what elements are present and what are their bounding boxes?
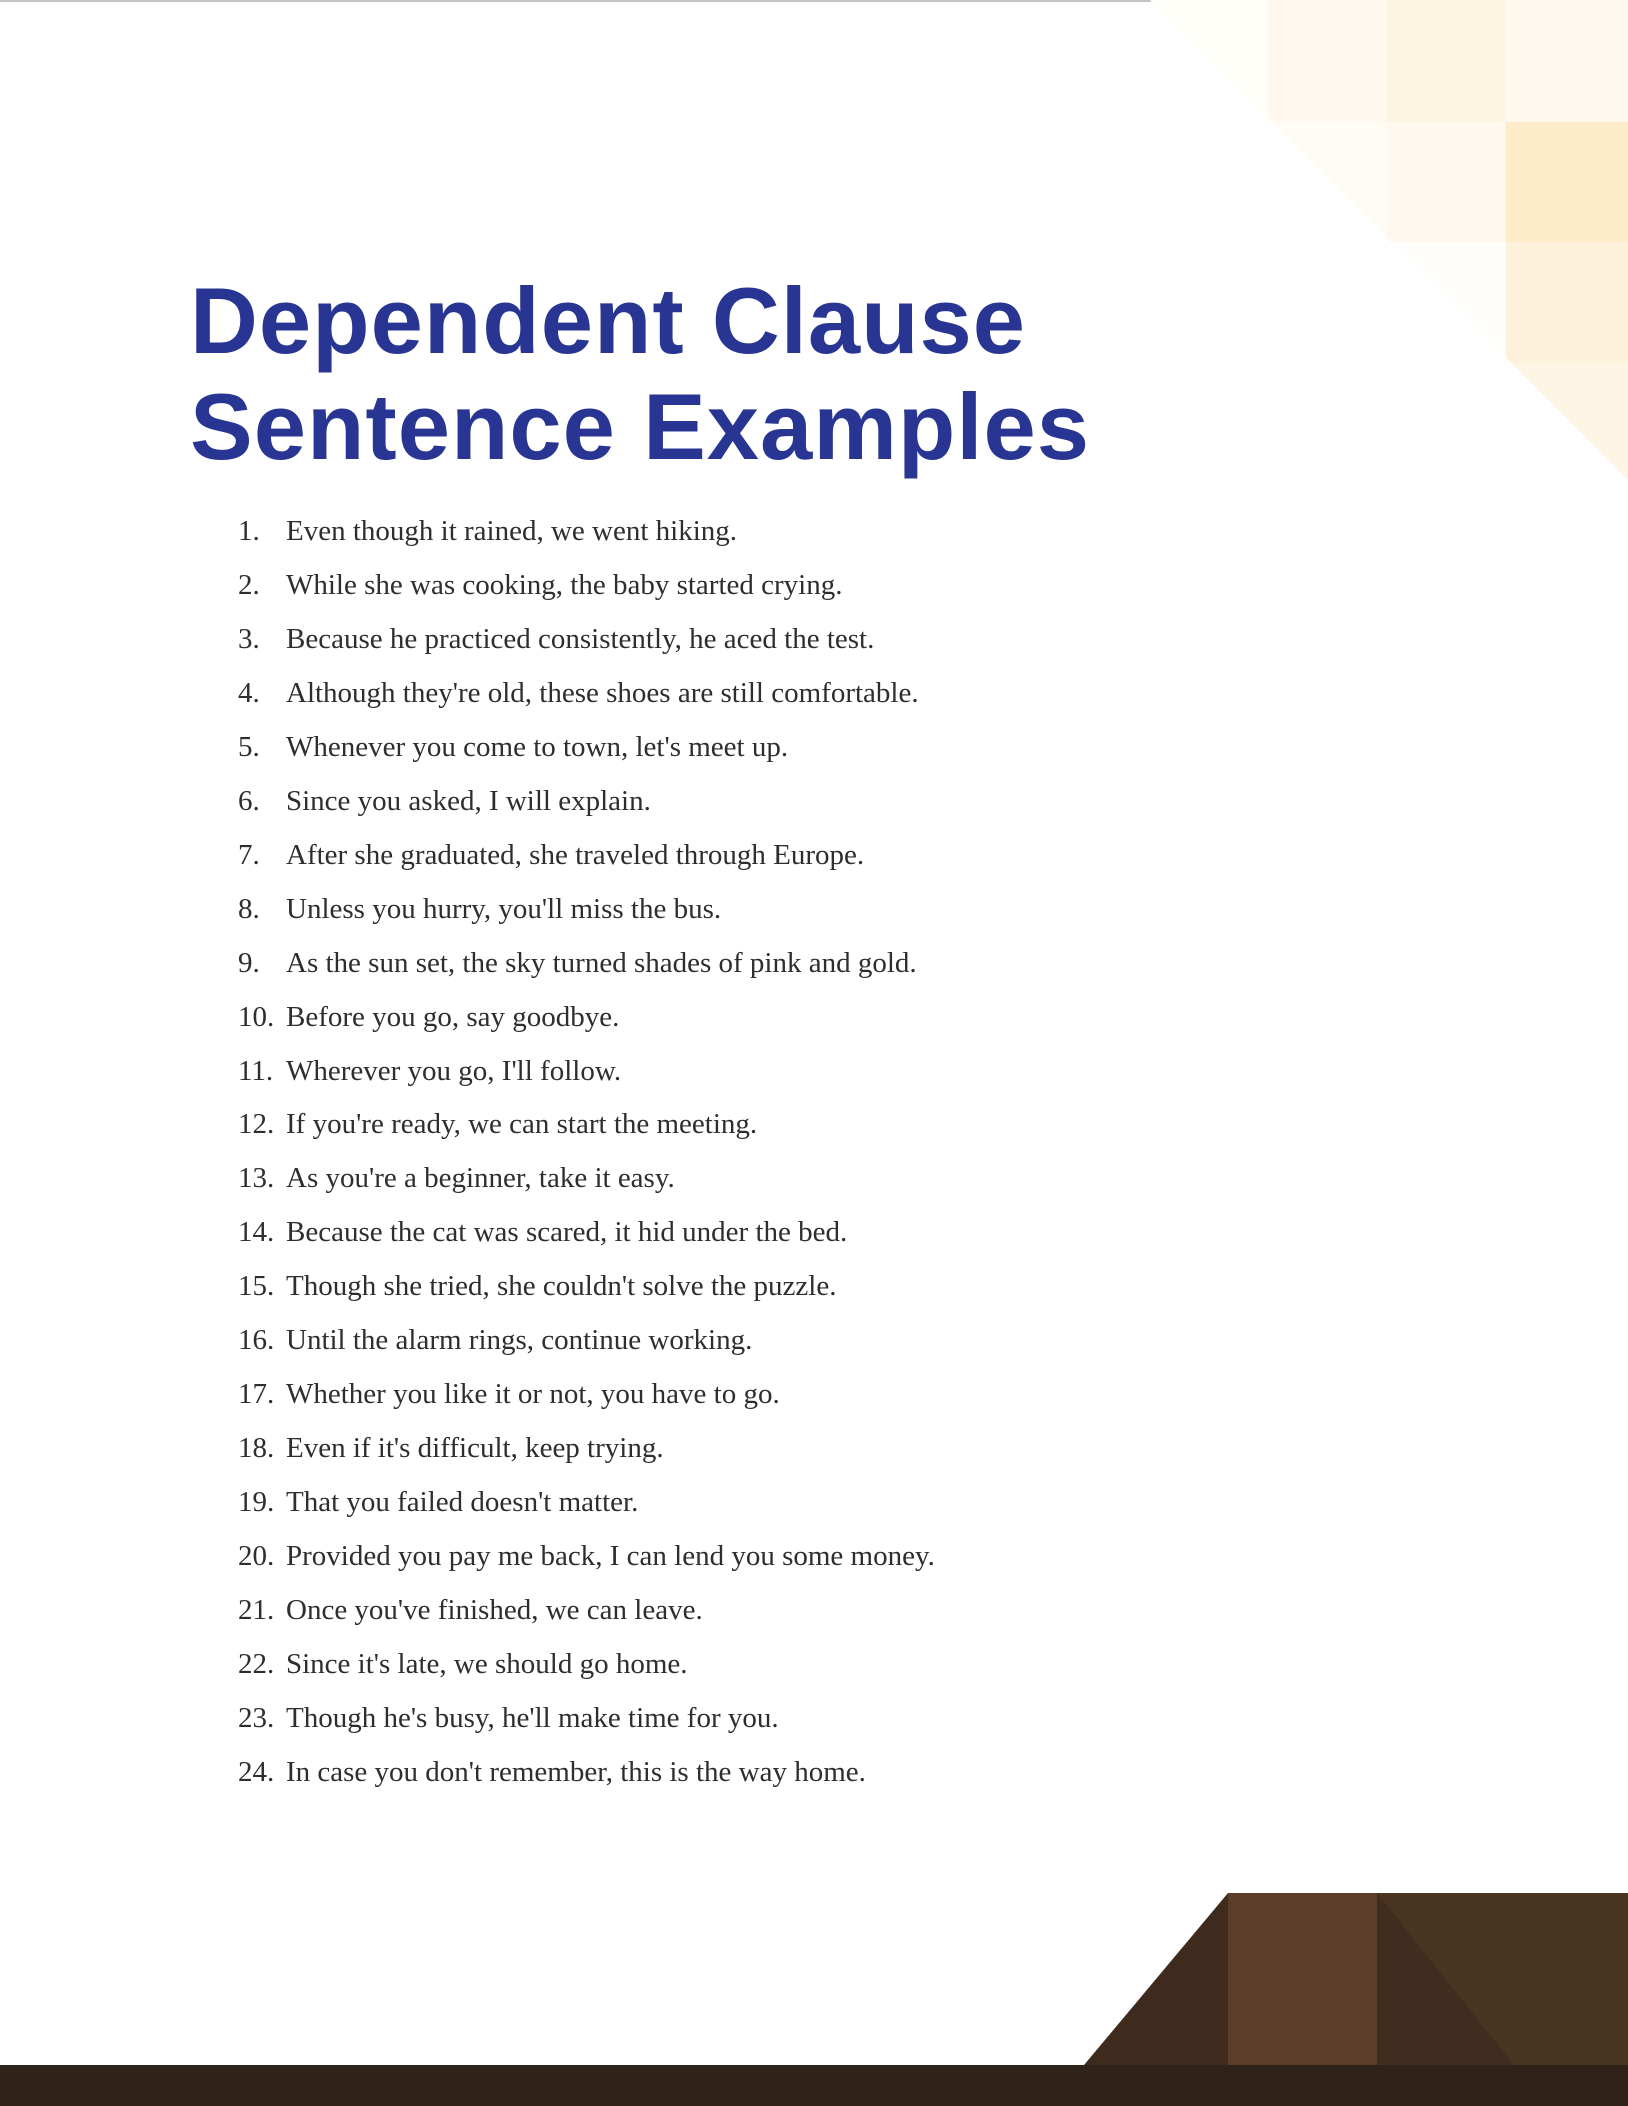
list-item <box>238 721 935 775</box>
top-right-decoration <box>1150 0 1628 480</box>
item-text: Before you go, say goodbye. <box>286 1000 620 1033</box>
item-text: As the sun set, the sky turned shades of pink and gold. <box>286 946 917 979</box>
item-number: 13. <box>238 1162 275 1195</box>
item-number: 22. <box>238 1648 275 1681</box>
item-text: Because he practiced consistently, he aced the test. <box>286 622 875 655</box>
list-item <box>238 1260 935 1314</box>
page-title <box>190 268 1090 480</box>
item-number: 3. <box>238 622 260 655</box>
item-number: 9. <box>238 946 260 979</box>
item-number: 20. <box>238 1540 275 1573</box>
item-text: Once you've finished, we can leave. <box>286 1594 703 1627</box>
item-text: Since it's late, we should go home. <box>286 1648 688 1681</box>
item-number: 10. <box>238 1000 275 1033</box>
item-number: 8. <box>238 892 260 925</box>
item-text: Though he's busy, he'll make time for you. <box>286 1701 779 1734</box>
item-number: 15. <box>238 1270 275 1303</box>
item-number: 16. <box>238 1324 275 1357</box>
item-text: Wherever you go, I'll follow. <box>286 1054 622 1087</box>
item-text: Until the alarm rings, continue working. <box>286 1324 753 1357</box>
item-number: 18. <box>238 1432 275 1465</box>
list-item <box>238 829 935 883</box>
list-item <box>238 1422 935 1476</box>
title-line-2: Sentence Examples <box>190 374 1090 479</box>
item-text: That you failed doesn't matter. <box>286 1486 639 1519</box>
list-item <box>238 1045 935 1099</box>
item-text: Though she tried, she couldn't solve the puzzle. <box>286 1270 837 1303</box>
examples-list <box>238 505 935 1800</box>
list-item <box>238 667 935 721</box>
list-item <box>238 505 935 559</box>
item-number: 14. <box>238 1216 275 1249</box>
footer-bar <box>0 2065 1628 2106</box>
list-item <box>238 559 935 613</box>
list-item <box>238 1476 935 1530</box>
list-item <box>238 613 935 667</box>
list-item <box>238 1152 935 1206</box>
bottom-right-decoration <box>1084 1893 1628 2065</box>
list-item <box>238 1692 935 1746</box>
item-number: 7. <box>238 838 260 871</box>
list-item <box>238 1584 935 1638</box>
item-text: Provided you pay me back, I can lend you some money. <box>286 1540 935 1573</box>
list-item <box>238 1206 935 1260</box>
item-number: 5. <box>238 730 260 763</box>
list-item <box>238 937 935 991</box>
item-text: After she graduated, she traveled through Europe. <box>286 838 865 871</box>
list-item <box>238 1098 935 1152</box>
item-text: Whether you like it or not, you have to go. <box>286 1378 780 1411</box>
item-text: As you're a beginner, take it easy. <box>286 1162 675 1195</box>
item-number: 11. <box>238 1054 274 1087</box>
item-text: Although they're old, these shoes are still comfortable. <box>286 676 919 709</box>
list-item <box>238 1746 935 1800</box>
item-text: In case you don't remember, this is the way home. <box>286 1755 866 1788</box>
item-text: While she was cooking, the baby started crying. <box>286 568 843 601</box>
list-item <box>238 1530 935 1584</box>
item-text: Even though it rained, we went hiking. <box>286 515 738 547</box>
list-item <box>238 991 935 1045</box>
list-item <box>238 1638 935 1692</box>
item-number: 2. <box>238 568 260 601</box>
item-number: 24. <box>238 1755 275 1788</box>
item-text: If you're ready, we can start the meeting. <box>286 1108 758 1141</box>
item-number: 19. <box>238 1486 275 1519</box>
list-item <box>238 1368 935 1422</box>
list-item <box>238 883 935 937</box>
item-number: 21. <box>238 1594 275 1627</box>
item-number: 23. <box>238 1701 275 1734</box>
item-number: 12. <box>238 1108 275 1141</box>
item-text: Even if it's difficult, keep trying. <box>286 1432 664 1465</box>
item-text: Whenever you come to town, let's meet up. <box>286 730 789 763</box>
item-number: 6. <box>238 784 260 817</box>
item-text: Unless you hurry, you'll miss the bus. <box>286 892 722 925</box>
item-number: 1. <box>238 515 260 547</box>
title-line-1: Dependent Clause <box>190 268 1027 373</box>
item-number: 4. <box>238 676 260 709</box>
list-item <box>238 1314 935 1368</box>
item-text: Because the cat was scared, it hid under the bed. <box>286 1216 848 1249</box>
item-text: Since you asked, I will explain. <box>286 784 651 817</box>
list-item <box>238 775 935 829</box>
item-number: 17. <box>238 1378 275 1411</box>
